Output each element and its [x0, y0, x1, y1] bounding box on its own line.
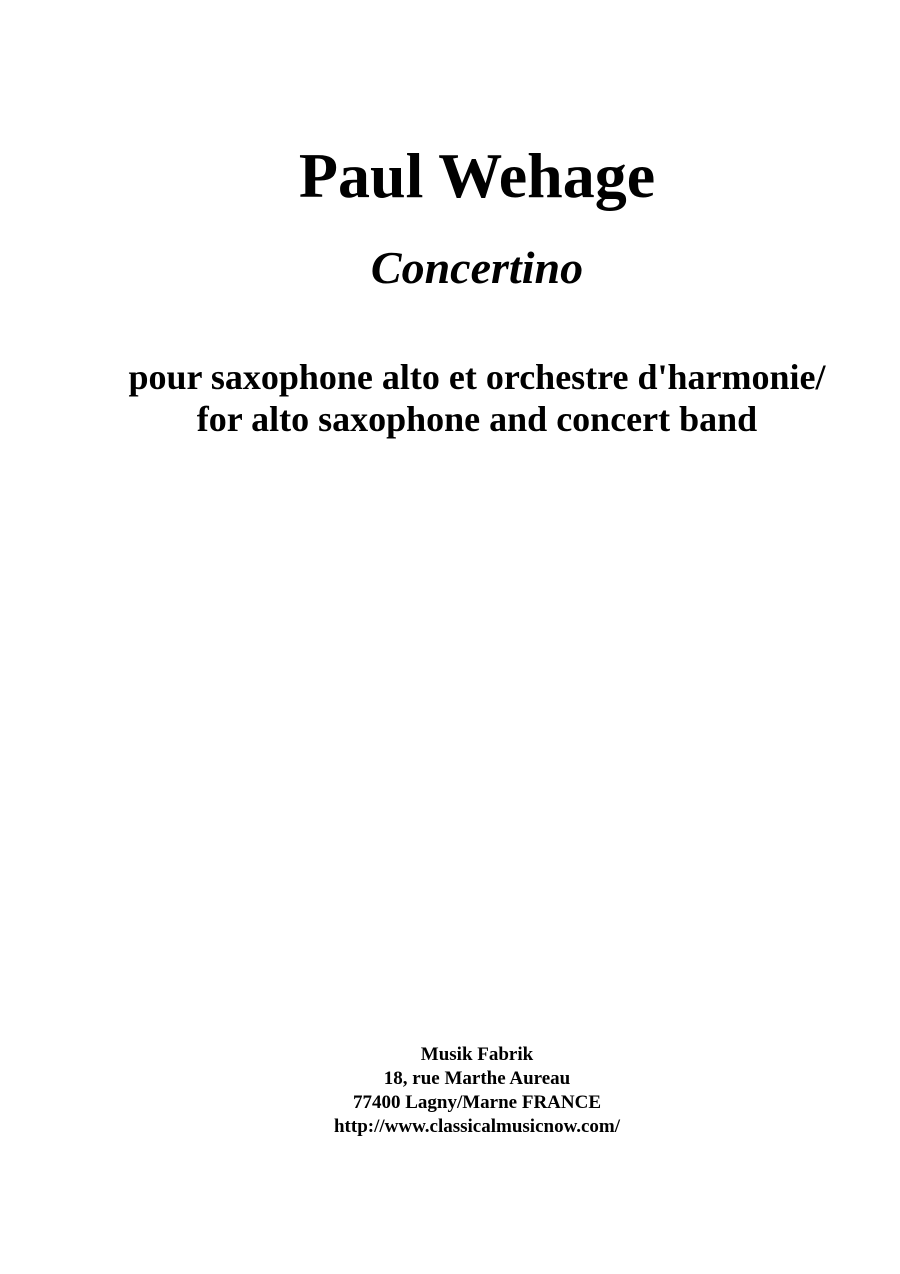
publisher-block: [0, 1043, 900, 1139]
publisher-city: 77400 Lagny/Marne FRANCE: [352, 1092, 602, 1113]
composer-name: Paul Wehage: [298, 140, 656, 211]
subtitle-line-french: pour saxophone alto et orchestre d'harmonie/: [128, 357, 826, 397]
publisher-website: http://www.classicalmusicnow.com/: [333, 1116, 621, 1137]
instrumentation-subtitle: [0, 356, 900, 440]
subtitle-line-english: for alto saxophone and concert band: [196, 399, 758, 439]
publisher-name: Musik Fabrik: [420, 1044, 534, 1065]
publisher-street: 18, rue Marthe Aureau: [383, 1068, 571, 1089]
work-title: Concertino: [370, 242, 584, 293]
